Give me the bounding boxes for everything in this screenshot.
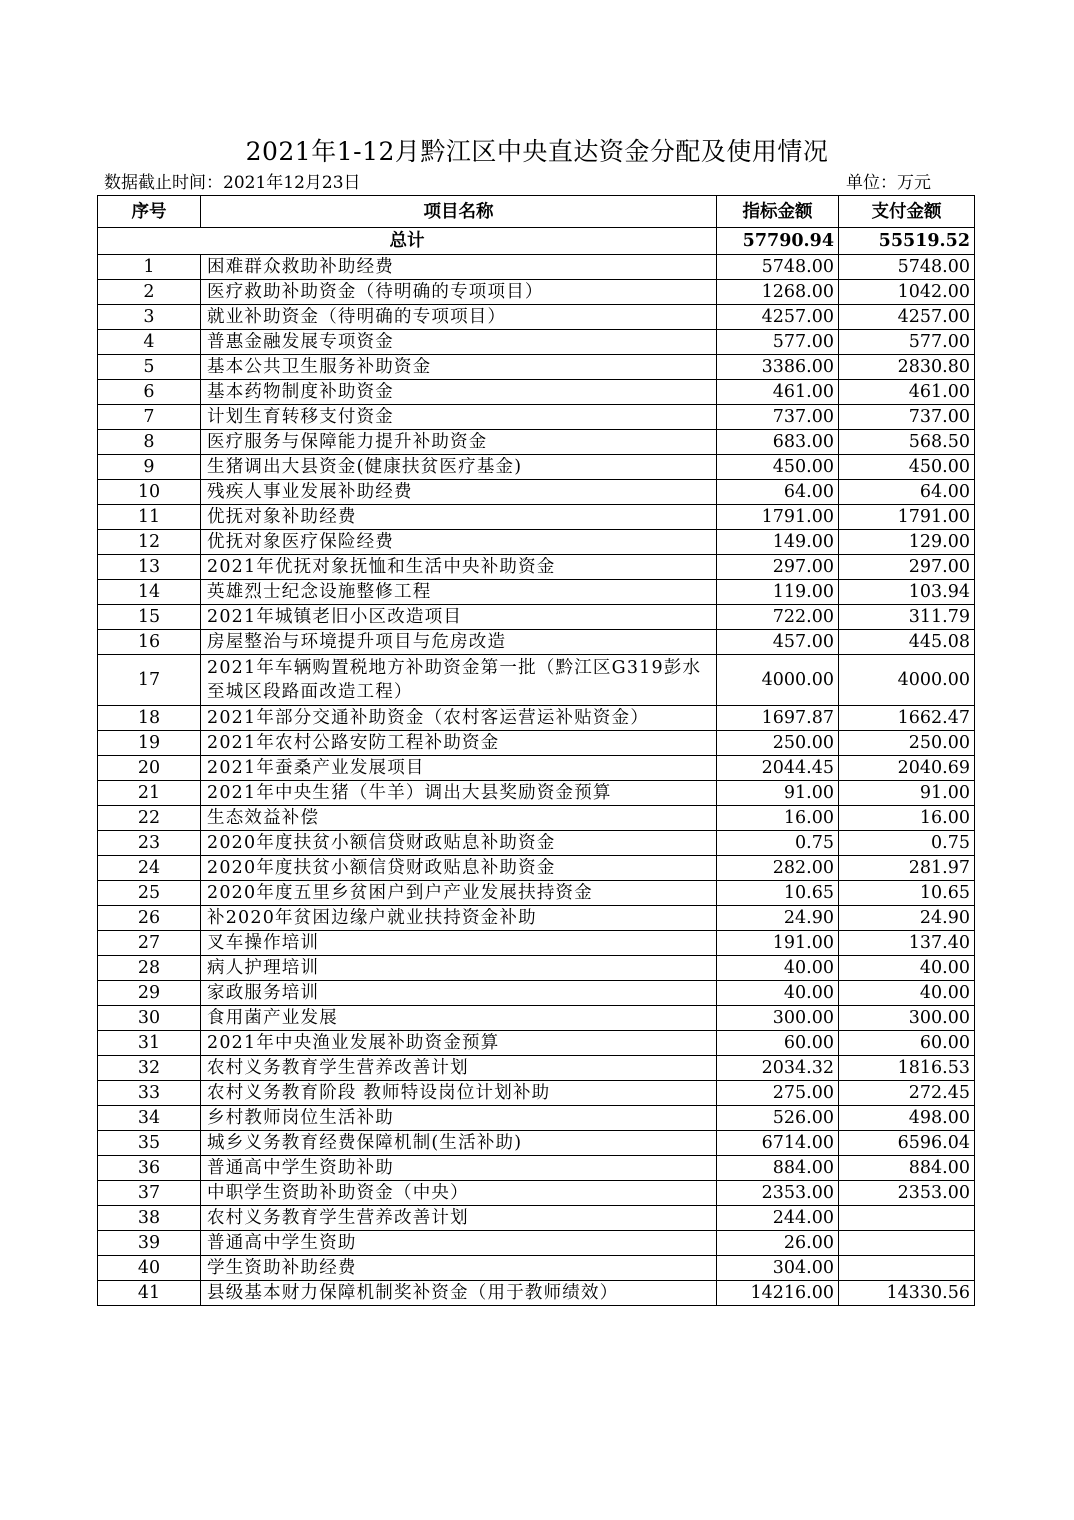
row-name: 农村义务教育阶段 教师特设岗位计划补助 <box>201 1081 717 1106</box>
row-paid <box>839 1256 975 1281</box>
row-allocated: 3386.00 <box>717 355 839 380</box>
row-paid: 737.00 <box>839 405 975 430</box>
row-name: 2021年中央渔业发展补助资金预算 <box>201 1031 717 1056</box>
row-paid: 498.00 <box>839 1106 975 1131</box>
row-paid: 568.50 <box>839 430 975 455</box>
row-allocated: 457.00 <box>717 630 839 655</box>
row-seq: 12 <box>98 530 201 555</box>
row-allocated: 1697.87 <box>717 706 839 731</box>
row-paid: 14330.56 <box>839 1281 975 1306</box>
row-paid: 0.75 <box>839 831 975 856</box>
row-seq: 1 <box>98 255 201 280</box>
row-name: 学生资助补助经费 <box>201 1256 717 1281</box>
row-seq: 33 <box>98 1081 201 1106</box>
row-name: 2021年中央生猪（牛羊）调出大县奖励资金预算 <box>201 781 717 806</box>
row-allocated: 250.00 <box>717 731 839 756</box>
table-row <box>98 1281 975 1306</box>
row-name: 普通高中学生资助补助 <box>201 1156 717 1181</box>
row-name: 2021年蚕桑产业发展项目 <box>201 756 717 781</box>
table-row <box>98 881 975 906</box>
row-allocated: 282.00 <box>717 856 839 881</box>
row-name: 中职学生资助补助资金（中央） <box>201 1181 717 1206</box>
header-name: 项目名称 <box>201 196 717 228</box>
row-name: 优抚对象补助经费 <box>201 505 717 530</box>
row-name: 乡村教师岗位生活补助 <box>201 1106 717 1131</box>
row-paid: 1816.53 <box>839 1056 975 1081</box>
table-row <box>98 480 975 505</box>
row-name: 残疾人事业发展补助经费 <box>201 480 717 505</box>
row-allocated: 91.00 <box>717 781 839 806</box>
row-allocated: 737.00 <box>717 405 839 430</box>
table-row <box>98 555 975 580</box>
row-name: 医疗服务与保障能力提升补助资金 <box>201 430 717 455</box>
row-allocated: 149.00 <box>717 530 839 555</box>
table-row <box>98 1181 975 1206</box>
row-name: 2021年部分交通补助资金（农村客运营运补贴资金） <box>201 706 717 731</box>
row-allocated: 526.00 <box>717 1106 839 1131</box>
table-row <box>98 1006 975 1031</box>
table-row <box>98 956 975 981</box>
row-seq: 20 <box>98 756 201 781</box>
row-name: 2021年车辆购置税地方补助资金第一批（黔江区G319彭水至城区段路面改造工程） <box>201 655 717 706</box>
table-row <box>98 630 975 655</box>
row-seq: 22 <box>98 806 201 831</box>
row-seq: 17 <box>98 655 201 706</box>
table-row <box>98 530 975 555</box>
row-seq: 25 <box>98 881 201 906</box>
row-name: 农村义务教育学生营养改善计划 <box>201 1056 717 1081</box>
row-name: 就业补助资金（待明确的专项项目） <box>201 305 717 330</box>
row-allocated: 300.00 <box>717 1006 839 1031</box>
row-paid: 2353.00 <box>839 1181 975 1206</box>
row-seq: 5 <box>98 355 201 380</box>
row-paid: 103.94 <box>839 580 975 605</box>
row-allocated: 2034.32 <box>717 1056 839 1081</box>
total-label: 总计 <box>98 228 717 255</box>
row-paid: 250.00 <box>839 731 975 756</box>
row-name: 农村义务教育学生营养改善计划 <box>201 1206 717 1231</box>
row-name: 食用菌产业发展 <box>201 1006 717 1031</box>
header-paid: 支付金额 <box>839 196 975 228</box>
table-row <box>98 605 975 630</box>
row-seq: 13 <box>98 555 201 580</box>
row-paid: 6596.04 <box>839 1131 975 1156</box>
row-allocated: 4000.00 <box>717 655 839 706</box>
unit-label: 单位：万元 <box>846 173 931 193</box>
row-seq: 15 <box>98 605 201 630</box>
row-name: 补2020年贫困边缘户就业扶持资金补助 <box>201 906 717 931</box>
row-paid: 311.79 <box>839 605 975 630</box>
row-paid: 1042.00 <box>839 280 975 305</box>
row-seq: 31 <box>98 1031 201 1056</box>
table-row <box>98 1231 975 1256</box>
row-name: 计划生育转移支付资金 <box>201 405 717 430</box>
row-name: 困难群众救助补助经费 <box>201 255 717 280</box>
row-name: 2021年城镇老旧小区改造项目 <box>201 605 717 630</box>
table-row <box>98 455 975 480</box>
row-paid: 5748.00 <box>839 255 975 280</box>
row-paid: 40.00 <box>839 956 975 981</box>
row-allocated: 304.00 <box>717 1256 839 1281</box>
row-allocated: 450.00 <box>717 455 839 480</box>
table-row <box>98 1206 975 1231</box>
row-paid: 4000.00 <box>839 655 975 706</box>
row-paid: 1791.00 <box>839 505 975 530</box>
header-allocated: 指标金额 <box>717 196 839 228</box>
table-row <box>98 731 975 756</box>
row-name: 房屋整治与环境提升项目与危房改造 <box>201 630 717 655</box>
row-seq: 21 <box>98 781 201 806</box>
row-seq: 11 <box>98 505 201 530</box>
row-paid: 445.08 <box>839 630 975 655</box>
row-allocated: 16.00 <box>717 806 839 831</box>
row-paid: 450.00 <box>839 455 975 480</box>
row-name: 优抚对象医疗保险经费 <box>201 530 717 555</box>
row-name: 叉车操作培训 <box>201 931 717 956</box>
header-seq: 序号 <box>98 196 201 228</box>
row-allocated: 297.00 <box>717 555 839 580</box>
row-name: 县级基本财力保障机制奖补资金（用于教师绩效） <box>201 1281 717 1306</box>
page-title: 2021年1-12月黔江区中央直达资金分配及使用情况 <box>245 137 829 166</box>
row-seq: 9 <box>98 455 201 480</box>
row-allocated: 14216.00 <box>717 1281 839 1306</box>
row-paid: 4257.00 <box>839 305 975 330</box>
table-row <box>98 781 975 806</box>
row-seq: 39 <box>98 1231 201 1256</box>
row-paid: 884.00 <box>839 1156 975 1181</box>
row-allocated: 1268.00 <box>717 280 839 305</box>
row-allocated: 0.75 <box>717 831 839 856</box>
row-allocated: 4257.00 <box>717 305 839 330</box>
row-paid: 91.00 <box>839 781 975 806</box>
row-name: 英雄烈士纪念设施整修工程 <box>201 580 717 605</box>
row-allocated: 191.00 <box>717 931 839 956</box>
row-seq: 19 <box>98 731 201 756</box>
row-allocated: 60.00 <box>717 1031 839 1056</box>
row-name: 基本公共卫生服务补助资金 <box>201 355 717 380</box>
row-allocated: 26.00 <box>717 1231 839 1256</box>
row-allocated: 722.00 <box>717 605 839 630</box>
row-name: 生态效益补偿 <box>201 806 717 831</box>
row-seq: 18 <box>98 706 201 731</box>
table-row <box>98 831 975 856</box>
row-paid: 297.00 <box>839 555 975 580</box>
table-row <box>98 906 975 931</box>
row-paid: 60.00 <box>839 1031 975 1056</box>
table-row <box>98 580 975 605</box>
row-allocated: 119.00 <box>717 580 839 605</box>
table-row <box>98 756 975 781</box>
row-allocated: 6714.00 <box>717 1131 839 1156</box>
row-allocated: 1791.00 <box>717 505 839 530</box>
row-name: 城乡义务教育经费保障机制(生活补助) <box>201 1131 717 1156</box>
row-seq: 27 <box>98 931 201 956</box>
row-paid: 10.65 <box>839 881 975 906</box>
row-allocated: 577.00 <box>717 330 839 355</box>
table-row <box>98 405 975 430</box>
row-allocated: 2044.45 <box>717 756 839 781</box>
table-row <box>98 505 975 530</box>
row-seq: 34 <box>98 1106 201 1131</box>
row-seq: 26 <box>98 906 201 931</box>
row-seq: 37 <box>98 1181 201 1206</box>
row-seq: 28 <box>98 956 201 981</box>
table-row <box>98 931 975 956</box>
row-seq: 24 <box>98 856 201 881</box>
row-name: 2021年农村公路安防工程补助资金 <box>201 731 717 756</box>
table-row <box>98 280 975 305</box>
row-allocated: 461.00 <box>717 380 839 405</box>
row-paid: 40.00 <box>839 981 975 1006</box>
table-row <box>98 1156 975 1181</box>
row-allocated: 24.90 <box>717 906 839 931</box>
row-paid: 2040.69 <box>839 756 975 781</box>
row-paid: 461.00 <box>839 380 975 405</box>
table-row <box>98 1056 975 1081</box>
row-seq: 23 <box>98 831 201 856</box>
funds-table <box>97 195 975 1306</box>
row-allocated: 10.65 <box>717 881 839 906</box>
row-paid: 16.00 <box>839 806 975 831</box>
row-seq: 16 <box>98 630 201 655</box>
row-name: 普通高中学生资助 <box>201 1231 717 1256</box>
row-seq: 29 <box>98 981 201 1006</box>
row-seq: 7 <box>98 405 201 430</box>
table-row <box>98 1131 975 1156</box>
row-paid <box>839 1206 975 1231</box>
row-paid: 24.90 <box>839 906 975 931</box>
row-seq: 14 <box>98 580 201 605</box>
row-name: 2020年度扶贫小额信贷财政贴息补助资金 <box>201 831 717 856</box>
table-row <box>98 380 975 405</box>
table-row <box>98 305 975 330</box>
row-paid: 1662.47 <box>839 706 975 731</box>
row-name: 家政服务培训 <box>201 981 717 1006</box>
row-paid: 300.00 <box>839 1006 975 1031</box>
row-name: 基本药物制度补助资金 <box>201 380 717 405</box>
table-row <box>98 1081 975 1106</box>
table-row <box>98 1256 975 1281</box>
table-row <box>98 655 975 706</box>
row-allocated: 40.00 <box>717 956 839 981</box>
row-seq: 6 <box>98 380 201 405</box>
total-paid: 55519.52 <box>839 228 975 255</box>
row-name: 2021年优抚对象抚恤和生活中央补助资金 <box>201 555 717 580</box>
row-seq: 38 <box>98 1206 201 1231</box>
total-row <box>98 228 975 255</box>
row-name: 普惠金融发展专项资金 <box>201 330 717 355</box>
table-row <box>98 355 975 380</box>
row-name: 生猪调出大县资金(健康扶贫医疗基金) <box>201 455 717 480</box>
table-row <box>98 330 975 355</box>
row-allocated: 5748.00 <box>717 255 839 280</box>
row-seq: 2 <box>98 280 201 305</box>
data-cutoff-date: 数据截止时间：2021年12月23日 <box>104 173 361 193</box>
row-name: 病人护理培训 <box>201 956 717 981</box>
row-seq: 30 <box>98 1006 201 1031</box>
row-paid: 137.40 <box>839 931 975 956</box>
row-paid: 64.00 <box>839 480 975 505</box>
table-row <box>98 255 975 280</box>
row-paid: 2830.80 <box>839 355 975 380</box>
table-header-row <box>98 196 975 228</box>
table-row <box>98 981 975 1006</box>
row-seq: 4 <box>98 330 201 355</box>
row-seq: 3 <box>98 305 201 330</box>
row-seq: 8 <box>98 430 201 455</box>
row-allocated: 275.00 <box>717 1081 839 1106</box>
row-name: 医疗救助补助资金（待明确的专项项目） <box>201 280 717 305</box>
table-row <box>98 856 975 881</box>
row-allocated: 40.00 <box>717 981 839 1006</box>
row-allocated: 683.00 <box>717 430 839 455</box>
row-paid: 281.97 <box>839 856 975 881</box>
table-row <box>98 430 975 455</box>
row-allocated: 884.00 <box>717 1156 839 1181</box>
row-paid: 129.00 <box>839 530 975 555</box>
row-seq: 36 <box>98 1156 201 1181</box>
row-paid: 577.00 <box>839 330 975 355</box>
row-name: 2020年度五里乡贫困户到户产业发展扶持资金 <box>201 881 717 906</box>
row-seq: 10 <box>98 480 201 505</box>
row-allocated: 2353.00 <box>717 1181 839 1206</box>
row-allocated: 64.00 <box>717 480 839 505</box>
row-seq: 35 <box>98 1131 201 1156</box>
row-seq: 32 <box>98 1056 201 1081</box>
row-seq: 41 <box>98 1281 201 1306</box>
total-allocated: 57790.94 <box>717 228 839 255</box>
table-row <box>98 1031 975 1056</box>
row-seq: 40 <box>98 1256 201 1281</box>
table-row <box>98 1106 975 1131</box>
table-row <box>98 706 975 731</box>
row-name: 2020年度扶贫小额信贷财政贴息补助资金 <box>201 856 717 881</box>
table-row <box>98 806 975 831</box>
row-allocated: 244.00 <box>717 1206 839 1231</box>
row-paid <box>839 1231 975 1256</box>
row-paid: 272.45 <box>839 1081 975 1106</box>
